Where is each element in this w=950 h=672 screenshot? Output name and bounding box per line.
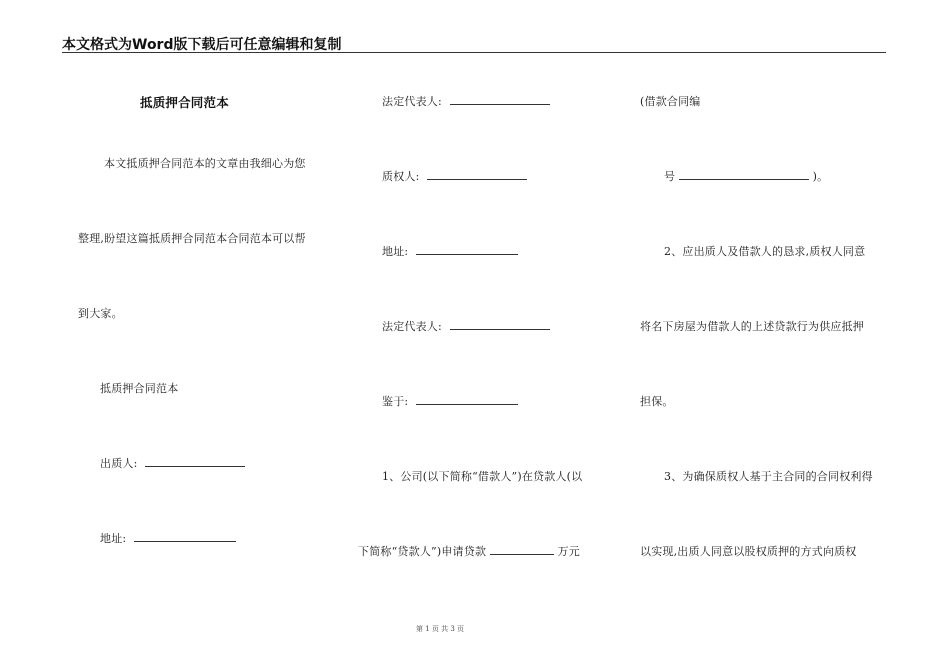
contract-number-suffix: )。 — [812, 170, 829, 183]
legal-rep-blank-2 — [450, 318, 550, 330]
clause-3-line-2: 以实现,出质人同意以股权质押的方式向质权 — [640, 545, 857, 558]
clause-1-text-b: 万元 — [557, 545, 580, 558]
whereas-blank — [416, 393, 518, 405]
pledgee-label: 质权人: — [382, 170, 420, 183]
clause-2-line-3: 担保。 — [640, 395, 674, 408]
contract-number-label: 号 — [664, 170, 676, 183]
clause-3-line-1: 3、为确保质权人基于主合同的合同权利得 — [664, 470, 873, 483]
legal-rep-label-1: 法定代表人: — [382, 95, 442, 108]
pledgor-blank — [145, 455, 245, 467]
subtitle: 抵质押合同范本 — [100, 382, 179, 395]
address-label-1: 地址: — [100, 532, 127, 545]
contract-number-line-2 — [664, 168, 828, 184]
legal-rep-blank-1 — [450, 93, 550, 105]
clause-1-line-1: 1、公司(以下简称“借款人”)在贷款人(以 — [382, 470, 583, 483]
whereas-field — [382, 393, 518, 409]
legal-rep-label-2: 法定代表人: — [382, 320, 442, 333]
whereas-label: 鉴于: — [382, 395, 409, 408]
document-header: 本文格式为Word版下载后可任意编辑和复制 — [62, 37, 342, 53]
address-label-2: 地址: — [382, 245, 409, 258]
intro-line-1: 本文抵质押合同范本的文章由我细心为您 — [104, 157, 306, 170]
contract-number-blank — [679, 168, 809, 180]
pledgor-field — [100, 455, 245, 471]
clause-1-line-2 — [358, 543, 580, 559]
intro-line-3: 到大家。 — [78, 307, 123, 320]
loan-amount-blank — [490, 543, 554, 555]
address-blank-1 — [134, 530, 236, 542]
contract-number-line-1: (借款合同编 — [640, 95, 701, 108]
address-blank-2 — [416, 243, 518, 255]
pledgor-label: 出质人: — [100, 457, 138, 470]
address-field-2 — [382, 243, 518, 259]
address-field-1 — [100, 530, 236, 546]
intro-line-2: 整理,盼望这篇抵质押合同范本合同范本可以帮 — [78, 232, 306, 245]
document-title: 抵质押合同范本 — [140, 95, 229, 110]
pledgee-blank — [427, 168, 527, 180]
header-divider — [62, 52, 886, 53]
legal-rep-field-2 — [382, 318, 550, 334]
page-number: 第 1 页 共 3 页 — [415, 625, 465, 633]
clause-1-text-a: 下简称“贷款人”)申请贷款 — [358, 545, 487, 558]
clause-2-line-1: 2、应出质人及借款人的恳求,质权人同意 — [664, 245, 866, 258]
pledgee-field — [382, 168, 527, 184]
legal-rep-field-1 — [382, 93, 550, 109]
clause-2-line-2: 将名下房屋为借款人的上述贷款行为供应抵押 — [640, 320, 864, 333]
